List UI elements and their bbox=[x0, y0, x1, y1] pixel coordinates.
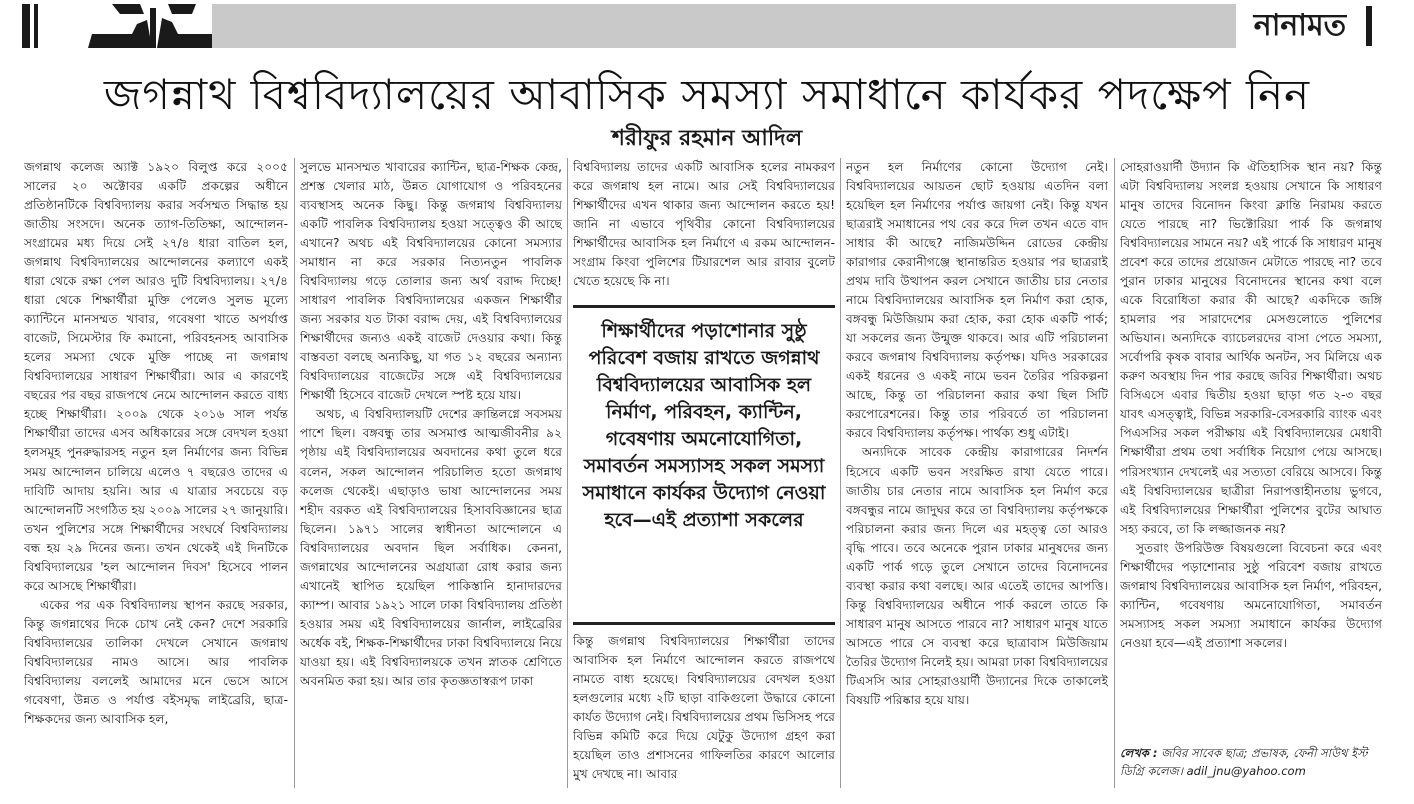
author-label: লেখক : bbox=[1120, 746, 1158, 760]
header-band bbox=[86, 4, 1276, 48]
article-column-5 bbox=[1120, 158, 1382, 738]
author-note bbox=[1120, 744, 1382, 781]
section-rule bbox=[1366, 6, 1372, 46]
author-email[interactable]: adil_jnu@yahoo.com bbox=[1186, 764, 1306, 779]
paragraph: কিন্তু জগন্নাথ বিশ্ববিদ্যালয়ের শিক্ষার্থীরা তাদের আবাসিক হল নির্মাণে আন্দোলন করতে রাজপথে নামতে বাধ্য হয়েছে। বিশ্ববিদ্যালয়ের বেদখল হওয়া হলগুলোর মধ্যে ২টি ছাড়া বাকিগুলো উদ্ধারে কোনো কার্যত উদ্যোগ নেই। বিশ্ববিদ্যালয়ের প্রথম ভিসিসহ পরে বিভিন্ন কমিটি করে দিয়ে যেটুকু উদ্যোগ গ্রহণ করা হয়েছিল তাও প্রশাসনের গাফিলতির কারণে আলোর মুখ দেখছে না। আবার bbox=[573, 634, 835, 782]
author-description: জবির সাবেক ছাত্র; প্রভাষক, ফেনী সাউথ ইস্ট ডিগ্রি কলেজ। bbox=[1120, 746, 1368, 779]
paragraph: অথচ, এ বিশ্ববিদ্যালয়টি দেশের ক্রান্তিলগ্নে সবসময় পাশে ছিল। বঙ্গবন্ধু তার অসমাপ্ত আত্মজীবনীর ৯২ পৃষ্ঠায় এই বিশ্ববিদ্যালয়ের অবদানের কথা তুলে ধরে বলেন, সকল আন্দোলন পরিচালিত হতো জগন্নাথ কলেজ থেকেই। এছাড়াও ভাষা আন্দোলনের সময় শহীদ বরকত এই বিশ্ববিদ্যালয়ের হিসাববিজ্ঞানের ছাত্র ছিলেন। ১৯৭১ সালের স্বাধীনতা আন্দোলনে এ বিশ্ববিদ্যালয়ের অবদান ছিল সর্বাধিক। কেননা, জগন্নাথের আন্দোলনের অগ্রযাত্রা রোধ করার জন্য এখানেই স্থাপিত হয়েছিল পাকিস্তানি হানাদারদের ক্যাম্প। আবার ১৯২১ সালে ঢাকা বিশ্ববিদ্যালয় প্রতিষ্ঠা হওয়ার সময় এই বিশ্ববিদ্যালয়ের জার্নাল, লাইব্রেরির অর্ধেক বই, শিক্ষক-শিক্ষার্থীদের ঢাকা বিশ্ববিদ্যালয়ে নিয়ে যাওয়া হয়। এই বিশ্ববিদ্যালয়কে তখন স্নাতক শ্রেণিতে অবনমিত করা হয়। আর তার কৃতজ্ঞতাস্বরূপ ঢাকা bbox=[300, 407, 562, 688]
column-divider bbox=[840, 158, 841, 788]
paragraph: জগন্নাথ কলেজ অ্যাক্ট ১৯২০ বিলুপ্ত করে ২০০৫ সালের ২০ অক্টোবর একটি প্রকল্পের অধীনে প্রতিষ্ঠানটিকে বিশ্ববিদ্যালয় করার সর্বসম্মত সিদ্ধান্ত হয় জাতীয় সংসদে। অনেক ত্যাগ-তিতিক্ষা, আন্দোলন-সংগ্রামের মধ্য দিয়ে সেই ২৭/৪ ধারা বাতিল হল, জগন্নাথ বিশ্ববিদ্যালয়ের আন্দোলনের কল্যাণে একই ধারা থেকে রক্ষা পেল আরও দুটি বিশ্ববিদ্যালয়। ২৭/৪ ধারা থেকে শিক্ষার্থীরা মুক্তি পেলেও সুলভ মূল্যে ক্যান্টিনে মানসম্মত খাবার, গবেষণা খাতে অপর্যাপ্ত বাজেট, সিমেস্টার ফি কমানো, পরিবহনসহ আবাসিক হলের সমস্যা থেকে মুক্তি পাচ্ছে না জগন্নাথ বিশ্ববিদ্যালয়ের সাধারণ শিক্ষার্থীরা। আর এ কারণেই বছরের পর বছর রাজপথে নেমে আন্দোলন করতে বাধ্য হচ্ছে শিক্ষার্থীরা। ২০০৯ থেকে ২০১৬ সাল পর্যন্ত শিক্ষার্থীরা তাদের এসব অধিকারের সঙ্গে বেদখল হওয়া হলসমূহ পুনরুদ্ধারসহ নতুন হল নির্মাণের জন্য বিভিন্ন সময় আন্দোলন চালিয়ে এলেও ৭ বছরেও তাদের এ দাবিটি আদায় হয়নি। আর এ যাত্রার সবচেয়ে বড় আন্দোলনটি সংগঠিত হয় ২০০৯ সালের ২৭ জানুয়ারি। তখন পুলিশের সঙ্গে শিক্ষার্থীদের সংঘর্ষে বিশ্ববিদ্যালয় বন্ধ হয় ২৯ দিনের জন্য। তখন থেকেই এই দিনটিকে বিশ্ববিদ্যালয়ের 'হল আন্দোলন দিবস' হিসেবে পালন করে আসছে শিক্ষার্থীরা। bbox=[24, 160, 288, 593]
paragraph: সুতরাং উপরিউক্ত বিষয়গুলো বিবেচনা করে এবং শিক্ষার্থীদের পড়াশোনার সুষ্ঠু পরিবেশ বজায় রাখতে জগন্নাথ বিশ্ববিদ্যালয়ের আবাসিক হল নির্মাণ, পরিবহন, ক্যান্টিন, গবেষণায় অমনোযোগিতা, সমাবর্তন সমস্যাসহ সকল সমস্যা সমাধানে কার্যকর উদ্যোগ নেওয়া হবে—এই প্রত্যাশা সকলের। bbox=[1120, 540, 1382, 650]
paragraph: অন্যদিকে সাবেক কেন্দ্রীয় কারাগারের নিদর্শন হিসেবে একটি ভবন সংরক্ষিত রাখা যেতে পারে। জাতীয় চার নেতার নামে আবাসিক হল নির্মাণ করে বঙ্গবন্ধুর নামে জাদুঘর করে তা বিশ্ববিদ্যালয় কর্তৃপক্ষকে পরিচালনা করার জন্য দিলে এর মহত্ত্ব তো আরও বৃদ্ধি পাবে। তবে অনেকে পুরান ঢাকার মানুষদের জন্য একটি পার্ক গড়ে তুলে সেখানে তাদের বিনোদনের ব্যবস্থা করার কথা বলছে। আর এতেই তাদের আপত্তি। কিন্তু বিশ্ববিদ্যালয়ের অধীনে পার্ক করলে তাতে কি সাধারণ মানুষ আসতে পারবে না? সাধারণ মানুষ যাতে আসতে পারে সে ব্যবস্থা করে ছাত্রাবাস মিউজিয়াম তৈরির উদ্যোগ নিলেই হয়। আমরা ঢাকা বিশ্ববিদ্যালয়ের টিএসসি আর সোহরাওয়ার্দী উদ্যানের দিকে তাকালেই বিষয়টি পরিষ্কার হয়ে যায়। bbox=[846, 445, 1108, 707]
article-headline: জগন্নাথ বিশ্ববিদ্যালয়ের আবাসিক সমস্যা সমাধানে কার্যকর পদক্ষেপ নিন bbox=[103, 70, 1311, 119]
paragraph: সোহরাওয়ার্দী উদ্যান কি ঐতিহাসিক স্থান নয়? কিন্তু এটা বিশ্ববিদ্যালয় সংলগ্ন হওয়ায় সেখানে কি সাধারণ মানুষ তাদের বিনোদন কিংবা ক্লান্তি নিরাময় করতে যেতে পারছে না? ভিক্টোরিয়া পার্ক কি জগন্নাথ বিশ্ববিদ্যালয়ের সামনে নয়? এই পার্কে কি সাধারণ মানুষ প্রবেশ করে তাদের প্রয়োজন মেটাতে পারছে না? তবে পুরান ঢাকার মানুষের বিনোদনের স্থানের কথা বলে একে বিরোধিতা করার কী আছে? একদিকে জঙ্গি হামলার পর সারাদেশের মেসগুলোতে পুলিশের অভিযান। অন্যদিকে ব্যাচেলরদের বাসা পেতে সমস্যা, সর্বোপরি কৃষক বাবার আর্থিক অনটন, সব মিলিয়ে এক করুণ অবস্থায় দিন পার করছে জবির শিক্ষার্থীরা। অথচ বিসিএসে এবার দ্বিতীয় হওয়া ছাড়া গত ২-৩ বছর যাবৎ এসত্ত্বাই, বিভিন্ন সরকারি-বেসরকারি ব্যাংক এবং পিএসসির সকল পরীক্ষায় এই বিশ্ববিদ্যালয়ের মেধাবী শিক্ষার্থীরা প্রথম তথা সর্বাধিক নিয়োগ পেয়ে আসছে। পরিসংখ্যান দেখলেই এর সত্যতা বেরিয়ে আসবে। কিন্তু এই বিশ্ববিদ্যালয়ের ছাত্রীরা নিরাপত্তাহীনতায় ভুগবে, এই বিশ্ববিদ্যালয়ের শিক্ষার্থীরা পুলিশের বুটের আঘাত সহ্য করবে, তা কি লজ্জাজনক নয়? bbox=[1120, 160, 1382, 536]
section-logo-icon bbox=[22, 4, 212, 48]
article-byline: শরীফুর রহমান আদিল bbox=[611, 126, 803, 151]
article-column-4 bbox=[846, 158, 1108, 798]
article-column-1 bbox=[24, 158, 288, 798]
paragraph: বিশ্ববিদ্যালয় তাদের একটি আবাসিক হলের নামকরণ করে জগন্নাথ হল নামে। আর সেই বিশ্ববিদ্যালয়ের শিক্ষার্থীদের এখন থাকার জন্য আন্দোলন করতে হয়! জানি না এভাবে পৃথিবীর কোনো বিশ্ববিদ্যালয়ের শিক্ষার্থীদের আবাসিক হল নির্মাণে এ রকম আন্দোলন-সংগ্রাম কিংবা পুলিশের টিয়ারশেল আর রাবার বুলেট খেতে হয়েছে কি না। bbox=[573, 160, 835, 289]
column-divider bbox=[567, 158, 568, 788]
article-column-2 bbox=[300, 158, 562, 798]
paragraph: একের পর এক বিশ্ববিদ্যালয় স্থাপন করছে সরকার, কিন্তু জগন্নাথের দিকে চোখ নেই কেন? দেশে সরকারি বিশ্ববিদ্যালয়ের তালিকা দেখলে সেখানে জগন্নাথ বিশ্ববিদ্যালয়ের নামও আসে। আর পাবলিক বিশ্ববিদ্যালয় বললেই আমাদের মনে ভেসে আসে গবেষণা, উন্নত ও পর্যাপ্ত বইসমৃদ্ধ লাইব্রেরি, ছাত্র-শিক্ষকদের জন্য আবাসিক হল, bbox=[24, 597, 288, 726]
section-label: নানামত bbox=[1236, 4, 1364, 48]
pull-quote: শিক্ষার্থীদের পড়াশোনার সুষ্ঠু পরিবেশ বজায় রাখতে জগন্নাথ বিশ্ববিদ্যালয়ের আবাসিক হল নির্মাণ, পরিবহন, ক্যান্টিন, গবেষণায় অমনোযোগিতা, সমাবর্তন সমস্যাসহ সকল সমস্যা সমাধানে কার্যকর উদ্যোগ নেওয়া হবে—এই প্রত্যাশা সকলের bbox=[573, 305, 835, 625]
paragraph: নতুন হল নির্মাণের কোনো উদ্যোগ নেই। বিশ্ববিদ্যালয়ের আয়তন ছোট হওয়ায় এতদিন বলা হয়েছিল হল নির্মাণের পর্যাপ্ত জায়গা নেই। কিন্তু যখন ছাত্ররাই সমাধানের পথ বের করে দিল তখন এতে বাদ সাধার কী আছে? নাজিমউদ্দিন রোডের কেন্দ্রীয় কারাগার কেরানীগঞ্জে স্থানান্তরিত হওয়ার পর ছাত্ররাই প্রথম দাবি উত্থাপন করল সেখানে জাতীয় চার নেতার নামে বিশ্ববিদ্যালয়ের আবাসিক হল নির্মাণ করা হোক, বঙ্গবন্ধু মিউজিয়াম করা হোক, করা হোক একটি পার্ক; যা সকলের জন্য উন্মুক্ত থাকবে। আর এটি পরিচালনা করবে জগন্নাথ বিশ্ববিদ্যালয় কর্তৃপক্ষ। যদিও সরকারের একই ধরনের ও একই নামে ভবন তৈরির পরিকল্পনা আছে, কিন্তু তা পরিচালনা করার কথা ছিল সিটি করপোরেশনের। কিন্তু তার পরিবর্তে তা পরিচালনা করবে বিশ্ববিদ্যালয় কর্তৃপক্ষ। পার্থক্য শুধু এটাই। bbox=[846, 160, 1108, 441]
column-divider bbox=[1114, 158, 1115, 788]
paragraph: সুলভে মানসম্মত খাবারের ক্যান্টিন, ছাত্র-শিক্ষক কেন্দ্র, প্রশস্ত খেলার মাঠ, উন্নত যোগাযোগ ও পরিবহনের ব্যবস্থাসহ অনেক কিছু। কিন্তু জগন্নাথ বিশ্ববিদ্যালয় একটি পাবলিক বিশ্ববিদ্যালয় হওয়া সত্ত্বেও কী আছে এখানে? অথচ এই বিশ্ববিদ্যালয়ের কোনো সমস্যার সমাধান না করে সরকার নিত্যনতুন পাবলিক বিশ্ববিদ্যালয় গড়ে তোলার জন্য অর্থ বরাদ্দ দিচ্ছে! সাধারণ পাবলিক বিশ্ববিদ্যালয়ের একজন শিক্ষার্থীর জন্য সরকার যত টাকা বরাদ্দ দেয়, এই বিশ্ববিদ্যালয়ের শিক্ষার্থীদের জন্যও একই বাজেট দেওয়ার কথা। কিন্তু বাস্তবতা বলছে অন্যকিছু, যা গত ১২ বছরের অন্যান্য বিশ্ববিদ্যালয়ের বাজেটের সঙ্গে এই বিশ্ববিদ্যালয়ের শিক্ষার্থী হিসেবে বাজেট দেখলে স্পষ্ট হয়ে যায়। bbox=[300, 160, 562, 403]
column-divider bbox=[294, 158, 295, 788]
article-column-3-bottom bbox=[573, 632, 835, 800]
article-column-3-top bbox=[573, 158, 835, 298]
